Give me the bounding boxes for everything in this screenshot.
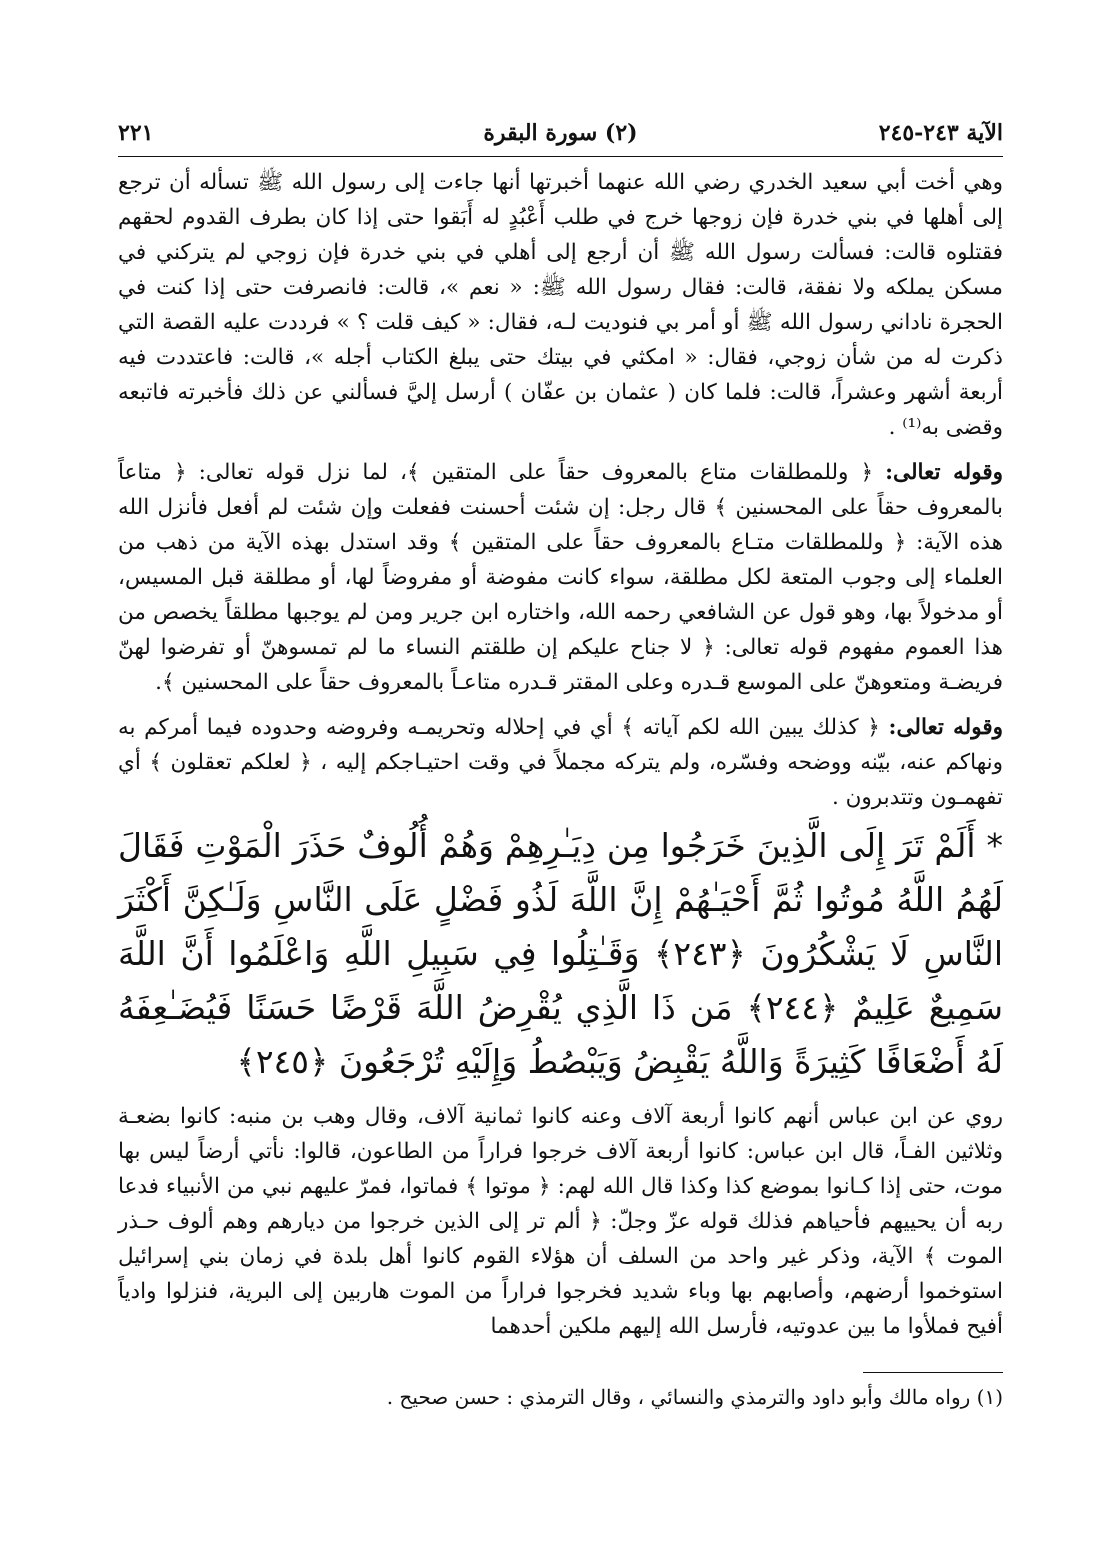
paragraph-text: ﴿ كذلك يبين الله لكم آياته ﴾ أي في إحلاله وتحريمـه وفروضه وحدوده فيما أمركم به ونهاكم عنه، بيّنه ووضحه وفسّره، ولم يتركه مجملاً في وقت احتيـاجكم إليه ، ﴿ لعلكم تعقلون ﴾ أي تفهمـون وتتدبرون . <box>118 715 1003 810</box>
paragraph-text: ﴿ وللمطلقات متاع بالمعروف حقاً على المتقين ﴾، لما نزل قوله تعالى: ﴿ متاعاً بالمعروف حقاً على المحسنين ﴾ قال رجل: إن شئت أحسنت ففعلت وإن شئت لم أفعل فأنزل الله هذه الآية: ﴿ وللمطلقات متـاع بالمعروف حقاً على المتقين ﴾ وقد استدل بهذه الآية من ذهب من العلماء إلى وجوب المتعة لكل مطلقة، سواء كانت مفوضة أو مفروضاً لها، أو مطلقة قبل المسيس، أو مدخولاً بها، وهو قول عن الشافعي رحمه الله، واختاره ابن جرير ومن لم يوجبها مطلقاً يخصص من هذا العموم مفهوم قوله تعالى: ﴿ لا جناح عليكم إن طلقتم النساء ما لم تمسوهنّ أو تفرضوا لهنّ فريضـة ومتعوهنّ على الموسع قـدره وعلى المقتر قـدره متاعـاً بالمعروف حقاً على المحسنين ﴾. <box>118 460 1003 695</box>
page-number: ٢٢١ <box>118 120 154 146</box>
quran-verses: * أَلَمْ تَرَ إِلَى الَّذِينَ خَرَجُوا مِن دِيَـٰرِهِمْ وَهُمْ أُلُوفٌ حَذَرَ الْمَوْتِ فَقَالَ لَهُمُ اللَّهُ مُوتُوا ثُمَّ أَحْيَـٰهُمْ إِنَّ اللَّهَ لَذُو فَضْلٍ عَلَى النَّاسِ وَلَـٰكِنَّ أَكْثَرَ النَّاسِ لَا يَشْكُرُونَ ﴿٢٤٣﴾ وَقَـٰتِلُوا فِي سَبِيلِ اللَّهِ وَاعْلَمُوا أَنَّ اللَّهَ سَمِيعٌ عَلِيمٌ ﴿٢٤٤﴾ مَن ذَا الَّذِي يُقْرِضُ اللَّهَ قَرْضًا حَسَنًا فَيُضَـٰعِفَهُ لَهُ أَضْعَافًا كَثِيرَةً وَاللَّهُ يَقْبِضُ وَيَبْصُطُ وَإِلَيْهِ تُرْجَعُونَ ﴿٢٤٥﴾ <box>118 826 1003 1081</box>
paragraph-mataa <box>118 455 1003 700</box>
page <box>118 120 1003 1413</box>
footnote-rule <box>863 1372 1003 1373</box>
paragraph-lead: وقوله تعالى: <box>888 715 1003 740</box>
paragraph-hadith: وهي أخت أبي سعيد الخدري رضي الله عنهما أخبرتها أنها جاءت إلى رسول الله ﷺ تسأله أن ترجع إلى أهلها في بني خدرة فإن زوجها خرج في طلب أَعْبُدٍ له أَبَقوا حتى إذا كان بطرف القدوم لحقهم فقتلوه قالت: فسألت رسول الله ﷺ أن أرجع إلى أهلي في بني خدرة فإن زوجي لم يتركني في مسكن يملكه ولا نفقة، قالت: فقال رسول الله ﷺ: « نعم »، قالت: فانصرفت حتى إذا كنت في الحجرة ناداني رسول الله ﷺ أو أمر بي فنوديت لـه، فقال: « كيف قلت ؟ » فرددت عليه القصة التي ذكرت له من شأن زوجي، فقال: « امكثي في بيتك حتى يبلغ الكتاب أجله »، قالت: فاعتددت فيه أربعة أشهر وعشراً، قالت: فلما كان ( عثمان بن عفّان ) أرسل إليَّ فسألني عن ذلك فأخبرته فاتبعه وقضى به⁽¹⁾ . <box>118 170 1003 440</box>
page-header <box>118 120 1003 154</box>
footnote: (١) رواه مالك وأبو داود والترمذي والنسائي ، وقال الترمذي : حسن صحيح . <box>386 1385 1003 1409</box>
header-rule <box>118 156 1003 157</box>
paragraph-tafsir: روي عن ابن عباس أنهم كانوا أربعة آلاف وعنه كانوا ثمانية آلاف، وقال وهب بن منبه: كانوا بضعـة وثلاثين الفـاً، قال ابن عباس: كانوا أربعة آلاف خرجوا فراراً من الطاعون، قالوا: نأتي أرضاً ليس بها موت، حتى إذا كـانوا بموضع كذا وكذا قال الله لهم: ﴿ موتوا ﴾ فماتوا، فمرّ عليهم نبي من الأنبياء فدعا ربه أن يحييهم فأحياهم فذلك قوله عزّ وجلّ: ﴿ ألم تر إلى الذين خرجوا من ديارهم وهم ألوف حـذر الموت ﴾ الآية، وذكر غير واحد من السلف أن هؤلاء القوم كانوا أهل بلدة في زمان بني إسرائيل استوخموا أرضهم، وأصابهم بها وباء شديد فخرجوا فراراً من الموت هاربين إلى البرية، فنزلوا وادياً أفيح فملأوا ما بين عدوتيه، فأرسل الله إليهم ملكين أحدهما <box>118 1104 1003 1339</box>
surah-title: (٢) سورة البقرة <box>483 120 638 146</box>
paragraph-lead: وقوله تعالى: <box>885 460 1003 485</box>
paragraph-ayat <box>118 710 1003 815</box>
ayah-range: الآية ٢٤٣-٢٤٥ <box>878 120 1003 146</box>
